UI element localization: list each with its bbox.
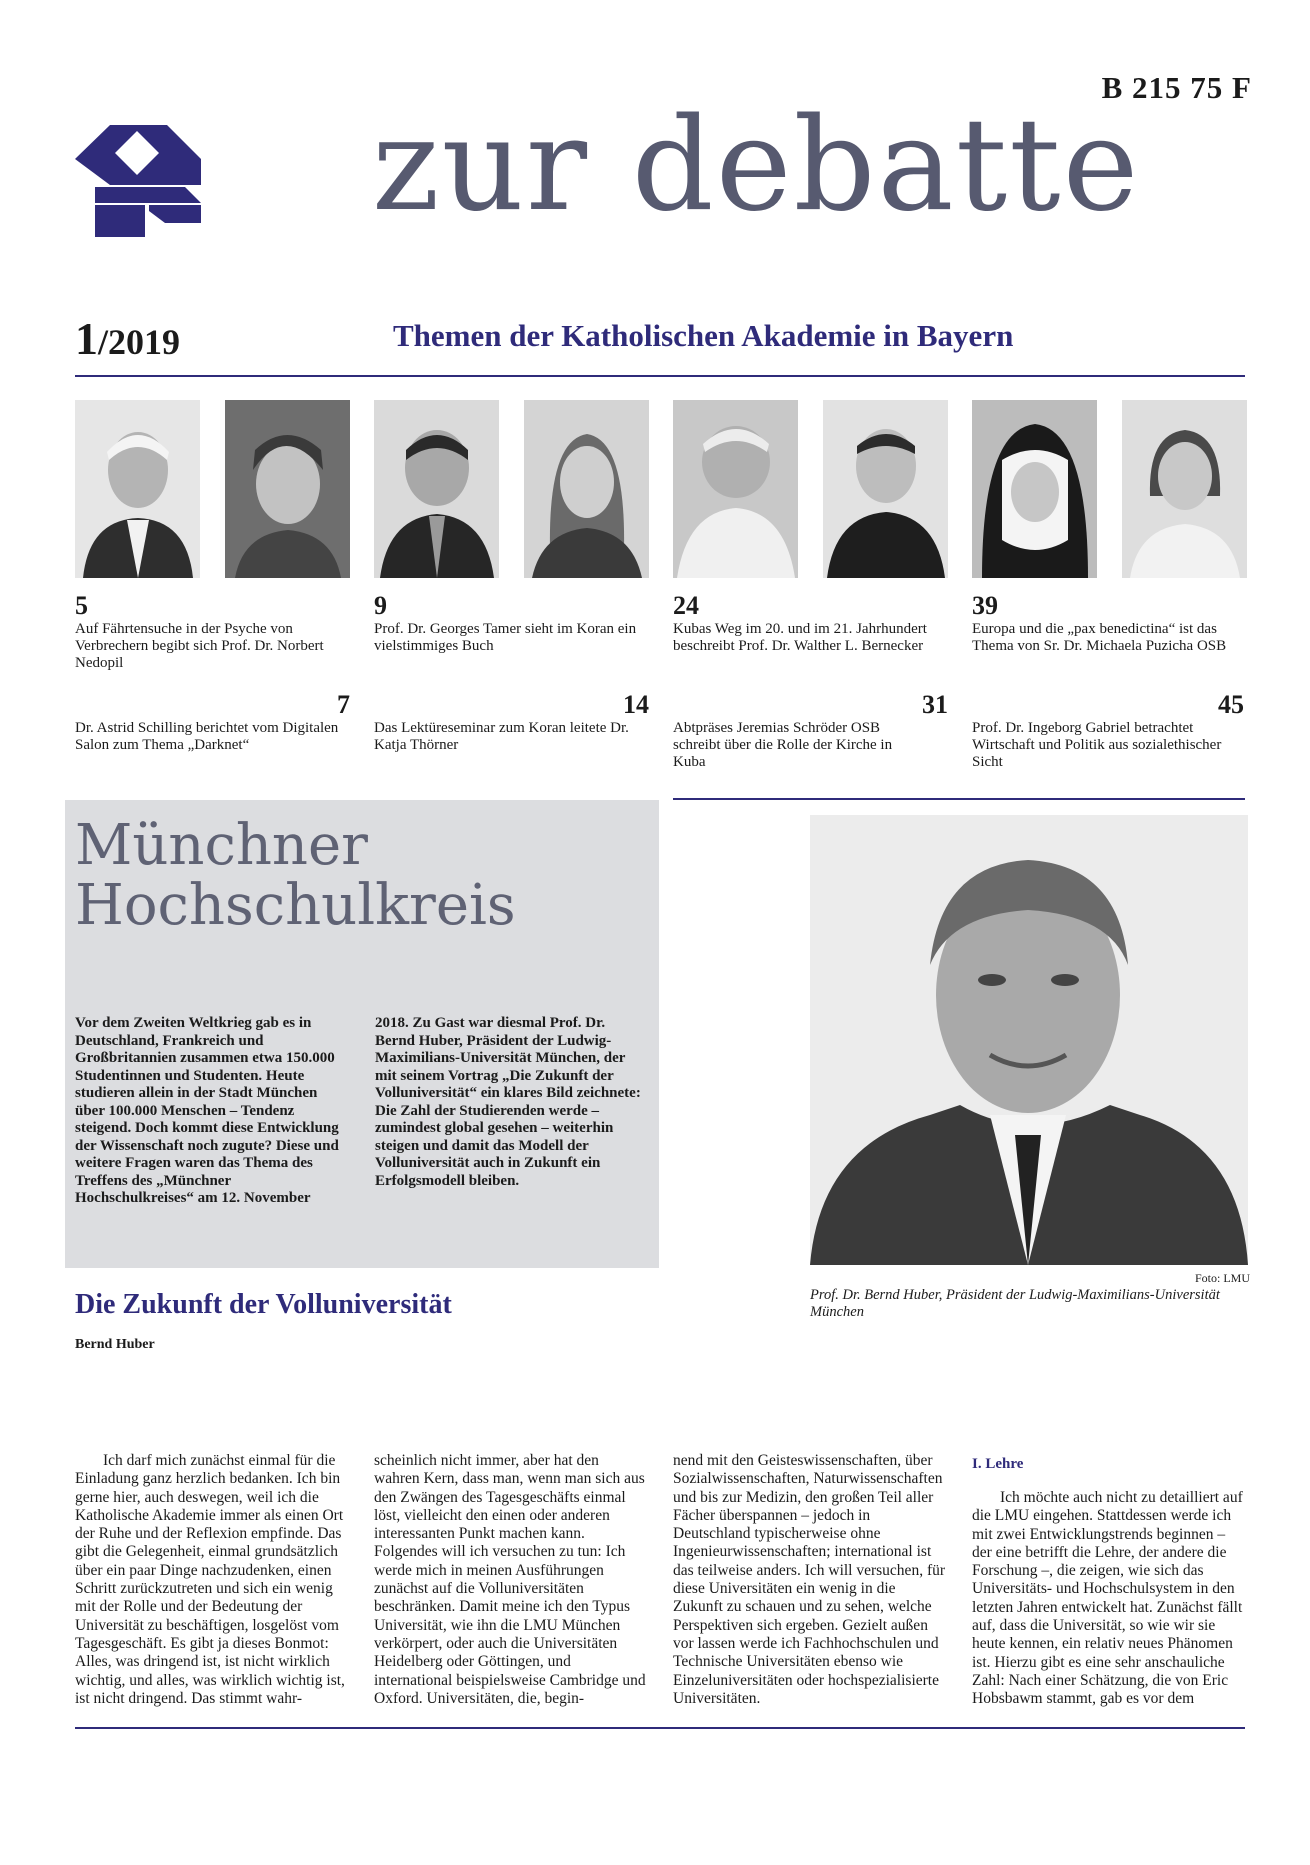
teaser-item[interactable] <box>374 591 649 655</box>
footer-divider <box>75 1727 1245 1729</box>
huber-portrait-icon <box>810 815 1248 1265</box>
photo-tamer <box>374 400 499 578</box>
article-column-3: nend mit den Geisteswissenschaften, über Sozialwissenschaften, Naturwissenschaften und bis zur Medizin, den großen Teil aller Fächer überspannen – jedoch in Deutschland typischerweise ohne Ingenieurwissenschaften; international ist das teilweise anders. Ich will versuchen, für diese Universitäten ein wenig in die Zukunft zu schauen und zu sehen, welche Perspektiven sich ergeben. Gezielt außen vor lassen werde ich Fachhochschulen und Technische Universitäten ebenso wie Einzeluniversitäten oder hochspezialisierte Universitäten. <box>673 1452 946 1707</box>
portrait-photo-icon <box>75 400 200 578</box>
teaser-text: Kubas Weg im 20. und im 21. Jahrhundert beschreibt Prof. Dr. Walther L. Bernecker <box>673 621 927 654</box>
portrait-photo-icon <box>524 400 649 578</box>
feature-heading <box>75 813 516 938</box>
photo-nedopil <box>75 400 200 578</box>
feature-intro-col1: Vor dem Zweiten Weltkrieg gab es in Deutschland, Frankreich und Großbritannien zusammen etwa 150.000 Studentinnen und Studenten. Heute studieren allein in der Stadt München über 100.000 Menschen – Tendenz steigend. Doch kommt diese Entwicklung der Wissenschaft noch zugute? Diese und weitere Fragen waren das Thema des Treffens des „Münchner Hochschulkreises“ am 12. November <box>75 1015 339 1206</box>
photo-credit: Foto: LMU <box>1194 1271 1250 1285</box>
issue-label <box>75 312 180 365</box>
section-heading: I. Lehre <box>972 1456 1024 1472</box>
feature-intro-col2: 2018. Zu Gast war diesmal Prof. Dr. Bernd Huber, Präsident der Ludwig-Maximilians-Universität München, der mit seinem Vortrag „Die Zukunft der Volluniversität“ ein klares Bild zeichnete: Die Zahl der Studierenden werde – zumindest global gesehen – weiterhin steigen und damit das Modell der Volluniversität auch in Zukunft ein Erfolgsmodell bleiben. <box>375 1015 641 1189</box>
portrait-photo-icon <box>374 400 499 578</box>
feature-heading-line2: Hochschulkreis <box>75 873 516 938</box>
photo-puzicha <box>972 400 1097 578</box>
feature-heading-line1: Münchner <box>75 813 368 878</box>
teaser-item[interactable] <box>75 690 350 754</box>
issue-year: /2019 <box>98 322 181 362</box>
article-column-2: scheinlich nicht immer, aber hat den wahren Kern, dass man, wenn man sich aus den Zwängen des Tagesgeschäfts einmal löst, vielleicht den einen oder anderen interessanten Punkt machen kann. Folgendes will ich versuchen zu tun: Ich werde mich in meinen Ausführungen zunächst auf die Volluniversitäten beschränken. Damit meine ich den Typus Universität, wie ihn die LMU München verkörpert, oder auch die Universitäten Heidelberg oder Göttingen, und international beispielsweise Cambridge und Oxford. Universitäten, die, begin- <box>374 1452 646 1707</box>
magazine-title: zur debatte <box>372 91 1141 240</box>
issue-number: 1 <box>75 313 98 364</box>
teaser-page-number: 24 <box>673 591 699 620</box>
teaser-page-number: 39 <box>972 591 998 620</box>
teaser-page-number: 14 <box>623 690 649 719</box>
teaser-text: Abtpräses Jeremias Schröder OSB schreibt über die Rolle der Kirche in Kuba <box>673 720 893 770</box>
teaser-page-number: 9 <box>374 591 387 620</box>
teaser-page-number: 5 <box>75 591 88 620</box>
academy-logo-icon <box>75 125 201 237</box>
teaser-divider <box>673 798 1245 800</box>
article-title: Die Zukunft der Volluniversität <box>75 1289 452 1320</box>
teaser-item[interactable] <box>673 591 943 655</box>
portrait-photo-icon <box>673 400 798 578</box>
feature-box <box>65 800 659 1268</box>
teaser-page-number: 45 <box>1218 690 1244 719</box>
photo-schroeder <box>823 400 948 578</box>
teaser-item[interactable] <box>374 690 649 754</box>
header-divider <box>75 375 1245 377</box>
teaser-item[interactable] <box>673 690 948 771</box>
teaser-text: Auf Fährtensuche in der Psyche von Verbrechern begibt sich Prof. Dr. Norbert Nedopil <box>75 621 324 671</box>
teaser-text: Das Lektüreseminar zum Koran leitete Dr. Katja Thörner <box>374 720 629 753</box>
teaser-text: Europa und die „pax benedictina“ ist das Thema von Sr. Dr. Michaela Puzicha OSB <box>972 621 1227 654</box>
article-author: Bernd Huber <box>75 1337 155 1352</box>
portrait-photo-icon <box>1122 400 1247 578</box>
teaser-text: Dr. Astrid Schilling berichtet vom Digitalen Salon zum Thema „Darknet“ <box>75 720 339 753</box>
article-column-1: Ich darf mich zunächst einmal für die Einladung ganz herzlich bedanken. Ich bin gerne hier, auch deswegen, weil ich die Katholische Akademie immer als einen Ort der Ruhe und der Reflexion empfinde. Das gibt die Gelegenheit, einmal grundsätzlich über ein paar Dinge nachzudenken, einen Schritt zurückzutreten und sich ein wenig mit der Rolle und der Bedeutung der Universität zu beschäftigen, losgelöst vom Tagesgeschäft. Es gibt ja dieses Bonmot: Alles, was dringend ist, ist nicht wirklich wichtig, und alles, was wirklich wichtig ist, ist nicht dringend. Das stimmt wahr- <box>75 1452 345 1707</box>
portrait-photo-icon <box>225 400 350 578</box>
teaser-text: Prof. Dr. Ingeborg Gabriel betrachtet Wirtschaft und Politik aus sozialethischer Sicht <box>972 720 1222 770</box>
postal-code: B 215 75 F <box>1101 70 1252 105</box>
photo-gabriel <box>1122 400 1247 578</box>
photo-bernecker <box>673 400 798 578</box>
photo-schilling <box>225 400 350 578</box>
teaser-text: Prof. Dr. Georges Tamer sieht im Koran ein vielstimmiges Buch <box>374 621 637 654</box>
portrait-photo-icon <box>823 400 948 578</box>
teaser-item[interactable] <box>972 690 1244 771</box>
article-column-4: Ich möchte auch nicht zu detailliert auf die LMU eingehen. Stattdessen werde ich mit zwei Entwicklungstrends beginnen – der eine betrifft die Lehre, der andere die Forschung –, die zeigen, wie sich das Universitäts- und Hochschulsystem in den letzten Jahren entwickelt hat. Zunächst fällt auf, dass die Universität, so wie wir sie heute kennen, ein relativ neues Phänomen ist. Hierzu gibt es eine sehr anschauliche Zahl: Nach einer Schätzung, die von Eric Hobsbawm stammt, gab es vor dem <box>972 1489 1243 1708</box>
photo-thoerner <box>524 400 649 578</box>
magazine-subtitle: Themen der Katholischen Akademie in Bayern <box>393 318 1014 353</box>
teaser-item[interactable] <box>75 591 345 672</box>
portrait-photo-icon <box>972 400 1097 578</box>
photo-caption: Prof. Dr. Bernd Huber, Präsident der Ludwig-Maximilians-Universität München <box>810 1287 1220 1320</box>
teaser-page-number: 31 <box>922 690 948 719</box>
teaser-item[interactable] <box>972 591 1244 655</box>
teaser-page-number: 7 <box>337 690 350 719</box>
